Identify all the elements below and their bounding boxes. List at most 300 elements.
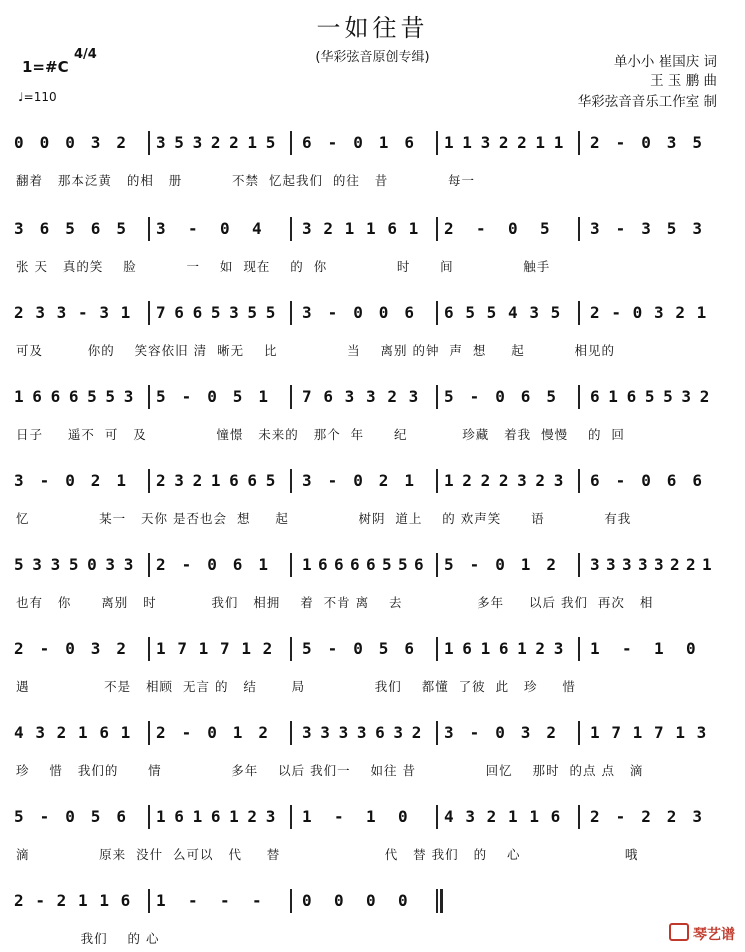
note: 3	[32, 555, 42, 574]
note: 7	[156, 303, 166, 322]
note: 3	[344, 387, 355, 406]
note: 5	[65, 219, 75, 238]
note: 1	[378, 133, 389, 152]
note: -	[615, 219, 626, 238]
note: 6	[32, 387, 42, 406]
note: 6	[550, 807, 561, 826]
note: 1	[480, 639, 491, 658]
note: 0	[65, 639, 75, 658]
note: 1	[120, 303, 131, 322]
note: 2	[686, 555, 696, 574]
note: 6	[192, 303, 203, 322]
lyrics-row	[8, 257, 733, 275]
note: 2	[590, 807, 600, 826]
note: 5	[14, 555, 24, 574]
note: 0	[398, 807, 408, 826]
logo-icon	[669, 923, 689, 941]
score-system	[8, 639, 733, 699]
lyrics-row	[8, 761, 733, 779]
note: 3	[265, 807, 276, 826]
note: 2	[462, 471, 472, 490]
note: 7	[611, 723, 621, 742]
note: 6	[174, 303, 184, 322]
note: 0	[366, 891, 376, 910]
note: 2	[156, 471, 166, 490]
note: 3	[356, 723, 367, 742]
note: 0	[632, 303, 643, 322]
bar-line	[436, 721, 438, 745]
note: 6	[247, 471, 258, 490]
bar-line	[436, 385, 438, 409]
note: 6	[366, 555, 376, 574]
note: 0	[353, 471, 363, 490]
note: 2	[670, 555, 680, 574]
note: 3	[302, 303, 312, 322]
note: 2	[675, 303, 685, 322]
note: 5	[265, 133, 276, 152]
note: 5	[540, 219, 550, 238]
note: -	[35, 891, 45, 910]
lyrics-line: 日子 遥不 可 及 憧憬 未来的 那个 年 纪 珍藏 着我 慢慢 的 回	[16, 427, 625, 442]
note: -	[327, 639, 338, 658]
note: 1	[344, 219, 355, 238]
bar-line	[290, 131, 292, 155]
note: 1	[156, 891, 166, 910]
note: 2	[14, 303, 24, 322]
bar-line	[148, 131, 150, 155]
note: 1	[229, 807, 239, 826]
note: 2	[192, 471, 203, 490]
note: 2	[247, 807, 258, 826]
note: 5	[382, 555, 392, 574]
bar-line	[436, 131, 438, 155]
note: 1	[366, 219, 376, 238]
note: 3	[408, 387, 419, 406]
note: 3	[622, 555, 632, 574]
note: -	[327, 471, 338, 490]
note: 2	[116, 133, 127, 152]
note: 3	[517, 471, 527, 490]
note: 3	[229, 303, 239, 322]
note: 1	[675, 723, 685, 742]
note: 2	[156, 723, 166, 742]
note: 1	[553, 133, 564, 152]
note: 6	[39, 219, 50, 238]
bar-line	[148, 385, 150, 409]
note: -	[476, 219, 486, 238]
lyrics-line: 我们 的 心	[16, 931, 160, 946]
note: 3	[520, 723, 531, 742]
note: 3	[35, 723, 45, 742]
note: -	[469, 555, 480, 574]
note: 1	[404, 471, 415, 490]
note: 1	[78, 723, 88, 742]
note: 2	[699, 387, 710, 406]
note: 6	[232, 555, 243, 574]
note: 2	[323, 219, 333, 238]
bar-line	[578, 721, 580, 745]
lyrics-row	[8, 677, 733, 695]
note: 3	[99, 303, 109, 322]
note: 6	[50, 387, 61, 406]
note: 3	[696, 723, 707, 742]
note: 4	[444, 807, 454, 826]
note: 1	[590, 639, 600, 658]
composer-credit: 王 玉 鹏 曲	[650, 73, 717, 89]
note: 1	[535, 133, 546, 152]
note: 3	[681, 387, 692, 406]
note: 5	[444, 555, 454, 574]
bar-line	[578, 637, 580, 661]
note: 5	[486, 303, 497, 322]
note: 1	[78, 891, 88, 910]
note: 6	[404, 303, 415, 322]
notes-row	[8, 303, 733, 325]
note: 3	[553, 639, 564, 658]
note: -	[181, 723, 192, 742]
logo-text: 琴艺谱	[693, 927, 735, 943]
bar-line	[436, 553, 438, 577]
note: 1	[156, 639, 166, 658]
note: 3	[444, 723, 454, 742]
note: 1	[444, 471, 454, 490]
note: 2	[90, 471, 101, 490]
note: 2	[229, 133, 239, 152]
note: 6	[692, 471, 703, 490]
note: -	[622, 639, 632, 658]
bar-line	[290, 301, 292, 325]
note: 2	[56, 723, 67, 742]
note: 3	[465, 807, 475, 826]
notes-row	[8, 471, 733, 493]
note: -	[39, 471, 50, 490]
note: 2	[262, 639, 273, 658]
score-system	[8, 891, 733, 951]
song-subtitle: (华彩弦音原创专缉)	[315, 50, 430, 65]
note: 0	[495, 387, 505, 406]
note: 1	[116, 471, 127, 490]
note: -	[220, 891, 230, 910]
note: 0	[220, 219, 230, 238]
note: 0	[353, 639, 363, 658]
note: 5	[302, 639, 312, 658]
site-logo	[669, 923, 735, 944]
note: 2	[517, 133, 527, 152]
lyrics-line: 可及 你的 笑容依旧 清 晰无 比 当 离别 的钟 声 想 起 相见的	[16, 343, 615, 358]
bar-line	[148, 217, 150, 241]
lyrics-line: 滴 原来 没什 么可以 代 替 代 替 我们 的 心 哦	[16, 847, 639, 862]
lyrics-row	[8, 845, 733, 863]
note: 2	[486, 807, 497, 826]
note: 3	[50, 555, 61, 574]
note: 3	[654, 303, 664, 322]
note: 6	[590, 387, 600, 406]
bar-line	[436, 469, 438, 493]
note: 3	[302, 723, 312, 742]
note: 1	[156, 807, 166, 826]
note: 3	[302, 219, 312, 238]
bar-line	[148, 301, 150, 325]
bar-line	[290, 637, 292, 661]
bar-line	[436, 889, 438, 913]
note: -	[469, 723, 480, 742]
note: 2	[56, 891, 67, 910]
note: 5	[90, 807, 101, 826]
note: 4	[14, 723, 24, 742]
note: 0	[65, 807, 75, 826]
notes-row	[8, 555, 733, 577]
time-signature-value: 4/4	[74, 47, 97, 62]
note: 6	[210, 807, 221, 826]
note: -	[181, 555, 192, 574]
note: 6	[99, 723, 109, 742]
bar-line	[290, 721, 292, 745]
note: 2	[535, 471, 546, 490]
note: 7	[220, 639, 230, 658]
note: -	[188, 219, 198, 238]
note: 2	[666, 807, 677, 826]
note: 0	[495, 555, 505, 574]
note: 1	[632, 723, 643, 742]
note: 3	[638, 555, 648, 574]
note: 6	[229, 471, 239, 490]
note: 4	[508, 303, 518, 322]
note: 3	[666, 133, 677, 152]
bar-line	[578, 805, 580, 829]
note: 5	[116, 219, 127, 238]
note: 3	[14, 219, 24, 238]
notes-row	[8, 387, 733, 409]
note: -	[181, 387, 192, 406]
note: 0	[39, 133, 50, 152]
note: 1	[508, 807, 518, 826]
note: 1	[696, 303, 707, 322]
tempo-marking: ♩=110	[18, 90, 57, 104]
note: 1	[462, 133, 472, 152]
lyrics-row	[8, 509, 733, 527]
note: 1	[408, 219, 419, 238]
bar-line	[148, 805, 150, 829]
note: 3	[90, 639, 101, 658]
note: 2	[411, 723, 422, 742]
note: 2	[116, 639, 127, 658]
note: 3	[692, 219, 703, 238]
note: 2	[590, 303, 600, 322]
note: 3	[641, 219, 651, 238]
note: 6	[375, 723, 385, 742]
note: 3	[529, 303, 539, 322]
bar-line	[290, 553, 292, 577]
note: 2	[378, 471, 389, 490]
bar-line	[436, 805, 438, 829]
note: 5	[265, 471, 276, 490]
bar-line	[290, 385, 292, 409]
note: 6	[323, 387, 333, 406]
bar-line	[290, 889, 292, 913]
note: 2	[480, 471, 491, 490]
note: -	[78, 303, 88, 322]
note: 3	[123, 387, 134, 406]
note: -	[327, 133, 338, 152]
note: 3	[553, 471, 564, 490]
bar-line	[578, 385, 580, 409]
note: 2	[535, 639, 546, 658]
note: 5	[68, 555, 79, 574]
note: -	[39, 639, 50, 658]
bar-line	[290, 217, 292, 241]
note: 7	[177, 639, 187, 658]
song-title: 一如往昔	[316, 14, 429, 42]
note: 0	[14, 133, 24, 152]
note: 5	[550, 303, 561, 322]
note: 0	[641, 133, 651, 152]
note: 1	[590, 723, 600, 742]
bar-line	[578, 217, 580, 241]
note: 1	[444, 133, 454, 152]
note: 6	[334, 555, 344, 574]
note: 1	[366, 807, 376, 826]
notes-row	[8, 639, 733, 661]
score-system	[8, 303, 733, 363]
note: -	[252, 891, 262, 910]
note: 0	[495, 723, 505, 742]
note: 5	[546, 387, 557, 406]
bar-line	[148, 637, 150, 661]
note: 5	[378, 639, 389, 658]
note: 2	[387, 387, 397, 406]
bar-line	[290, 469, 292, 493]
note: 3	[590, 219, 600, 238]
note: 1	[120, 723, 131, 742]
note: 1	[702, 555, 712, 574]
lyricist-credit: 单小小 崔国庆 词	[613, 54, 717, 70]
note: 2	[14, 639, 24, 658]
bar-line	[436, 217, 438, 241]
note: 2	[498, 471, 509, 490]
bar-line	[148, 721, 150, 745]
note: 1	[14, 387, 24, 406]
note: 4	[252, 219, 262, 238]
note: 6	[666, 471, 677, 490]
note: 1	[247, 133, 258, 152]
note: 3	[302, 471, 312, 490]
note: 5	[398, 555, 408, 574]
note: 0	[641, 471, 651, 490]
note: 5	[666, 219, 677, 238]
bar-line	[436, 301, 438, 325]
lyrics-line: 忆 某一 天你 是否也会 想 起 树阴 道上 的 欢声笑 语 有我	[16, 511, 632, 526]
note: 2	[444, 219, 454, 238]
note: 1	[210, 471, 221, 490]
note: 5	[663, 387, 673, 406]
bar-line	[290, 805, 292, 829]
lyrics-line: 珍 惜 我们的 情 多年 以后 我们一 如往 昔 回忆 那时 的点 点 滴	[16, 763, 644, 778]
note: 0	[353, 133, 363, 152]
time-signature	[74, 48, 97, 62]
note: 6	[318, 555, 328, 574]
note: -	[611, 303, 621, 322]
bar-line	[578, 131, 580, 155]
note: 6	[626, 387, 637, 406]
note: 6	[350, 555, 360, 574]
lyrics-row	[8, 929, 733, 947]
lyrics-row	[8, 171, 733, 189]
score-system	[8, 555, 733, 615]
note: -	[615, 807, 626, 826]
notes-row	[8, 133, 733, 155]
note: 1	[241, 639, 251, 658]
note: 0	[87, 555, 97, 574]
bar-line	[578, 553, 580, 577]
note: 3	[654, 555, 664, 574]
note: 1	[654, 639, 664, 658]
note: 7	[302, 387, 312, 406]
note: 1	[99, 891, 109, 910]
note: 1	[520, 555, 531, 574]
score-system	[8, 807, 733, 867]
notes-row	[8, 723, 733, 745]
final-bar-line	[440, 889, 443, 913]
note: 0	[378, 303, 389, 322]
producer-credit: 华彩弦音音乐工作室 制	[577, 94, 717, 110]
note: 1	[258, 555, 269, 574]
note: 6	[590, 471, 600, 490]
note: 3	[393, 723, 404, 742]
note: 0	[65, 133, 75, 152]
note: 5	[465, 303, 475, 322]
notes-row	[8, 891, 733, 913]
note: -	[327, 303, 338, 322]
score-system	[8, 387, 733, 447]
note: 1	[302, 555, 312, 574]
note: 7	[654, 723, 664, 742]
lyrics-row	[8, 425, 733, 443]
notes-row	[8, 219, 733, 241]
note: 5	[14, 807, 24, 826]
note: 5	[105, 387, 116, 406]
note: 0	[334, 891, 344, 910]
note: 3	[590, 555, 600, 574]
note: 3	[14, 471, 24, 490]
note: 0	[207, 723, 217, 742]
note: 2	[14, 891, 24, 910]
note: 3	[338, 723, 349, 742]
note: 3	[366, 387, 376, 406]
note: 3	[35, 303, 45, 322]
lyrics-line: 也有 你 离别 时 我们 相拥 着 不肯 离 去 多年 以后 我们 再次 相	[16, 595, 654, 610]
note: 0	[207, 555, 217, 574]
note: 6	[90, 219, 101, 238]
note: 3	[156, 219, 166, 238]
note: 2	[210, 133, 221, 152]
note: 3	[320, 723, 330, 742]
note: 6	[404, 639, 415, 658]
note: -	[615, 133, 626, 152]
bar-line	[578, 469, 580, 493]
note: 5	[692, 133, 703, 152]
note: 3	[156, 133, 166, 152]
note: 0	[302, 891, 312, 910]
note: 6	[302, 133, 312, 152]
note: 0	[65, 471, 75, 490]
note: 5	[265, 303, 276, 322]
note: 0	[398, 891, 408, 910]
bar-line	[148, 553, 150, 577]
note: 6	[462, 639, 472, 658]
note: 6	[174, 807, 184, 826]
note: 3	[606, 555, 616, 574]
note: 3	[192, 133, 203, 152]
